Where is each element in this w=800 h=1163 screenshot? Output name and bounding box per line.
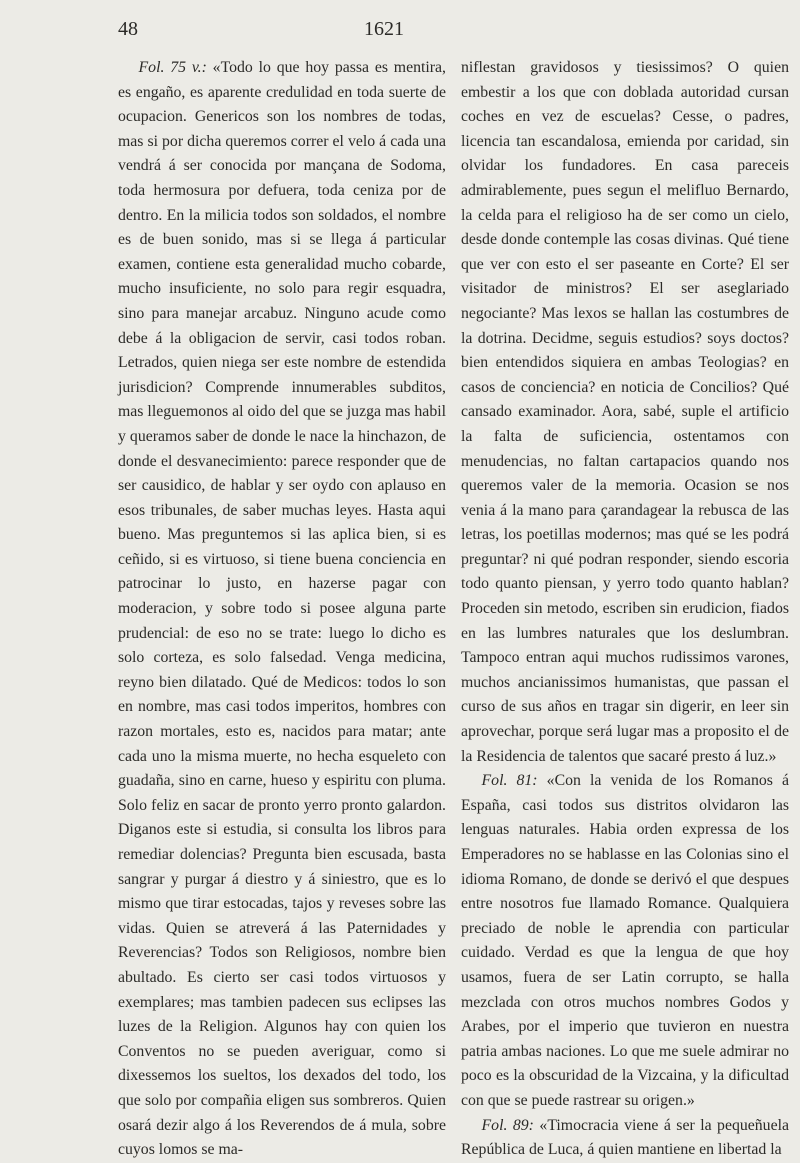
paragraph-text: niflestan gravidosos y tiesissimos? O quien embestir a los que con doblada autoridad cursan coches en vez de escuelas? Cesse, o padres, licencia tan escandalosa, emienda por caridad, sin olvidar los fundadores. En casa pareceis admirablemente, pues segun el melifluo Bernardo, la celda para el religioso ha de ser como un cielo, desde donde contemple las cosas divinas. Qué tiene que ver con esto el ser paseante en Corte? El ser visitador de ministros? El ser aseglariado negociante? Mas lexos se hallan las costumbres de la dotrina. Decidme, seguis estudios? soys doctos? bien entendidos siquiera en ambas Teologias? en casos de conciencia? en noticia de Concilios? Qué cansado examinador. Aora, sabé, suple el artificio la falta de suficiencia, ostentamos con menudencias, no faltan cartapacios quando nos queremos valer de la memoria. Ocasion se nos venia á la mano para çarandagear la rebusca de las letras, los poetillas modernos; mas qué se les podrá preguntar? ni qué podran responder, siendo escoria todo quanto piensan, y yerro todo quanto hablan? Proceden sin metodo, escriben sin erudicion, fiados en las lumbres naturales que los deslumbran. Tampoco entran aqui muchos rudissimos varones, muchos ancianissimos humanistas, que passan el curso de sus años en tragar sin digerir, en leer sin aprovechar, porque será lugar mas a proposito el de la Residencia de talentos que sacaré presto á luz.» (461, 59, 789, 765)
page-year: 1621 (364, 18, 404, 40)
left-column (118, 56, 446, 1163)
folio-reference: Fol. 75 v.: (138, 59, 207, 76)
paragraph (461, 769, 789, 1113)
paragraph-text: «Todo lo que hoy passa es mentira, es engaño, es aparente credulidad en toda suerte de ocupacion. Genericos son los nombres de todas, mas si por dicha queremos correr el velo á cada una vendrá á ser conocida por mançana de Sodoma, toda hermosura por defuera, toda ceniza por de dentro. En la milicia todos son soldados, el nombre es de buen sonido, mas si se llega á particular examen, contiene esta generalidad mucho cobarde, mucho insuficiente, no solo para regir esquadra, sino para manejar arcabuz. Ninguno acude como debe á la obligacion de servir, casi todos roban. Letrados, quien niega ser este nombre de estendida jurisdicion? Comprende innumerables subditos, mas lleguemonos al oido del que se juzga mas habil y queramos saber de donde le nace la hinchazon, de donde el desvanecimiento: parece responder que de ser causidico, de hablar y ser oydo con aplauso en esos tribunales, de saber muchas leyes. Hasta aqui bueno. Mas preguntemos si las aplica bien, si es ceñido, si es virtuoso, si tiene buena conciencia en patrocinar lo justo, en hazerse pagar con moderacion, y sobre todo si posee alguna parte prudencial: de eso no se trate: luego lo dicho es solo corteza, es solo falsedad. Venga medicina, reyno bien dilatado. Qué de Medicos: todos lo son en nombre, mas casi todos imperitos, hombres con razon mortales, esto es, nacidos para matar; ante cada uno la misma muerte, no hecha esqueleto con guadaña, sino en carne, hueso y espiritu con pluma. Solo feliz en sacar de pronto yerro pronto galardon. Diganos este si estudia, si consulta los libros para remediar dolencias? Pregunta bien escusada, basta sangrar y purgar á diestro y á siniestro, que es lo mismo que tirar estocadas, tajos y reveses sobre las vidas. Quien se atreverá á las Paternidades y Reverencias? Todos son Religiosos, nombre bien abultado. Es cierto ser casi todos virtuosos y exemplares; mas tambien padecen sus eclipses las luzes de la Religion. Algunos hay con quien los Conventos no se pueden averiguar, como si dixessemos los sueltos, los dexados del todo, los que solo por compañia eligen sus sombreros. Quien osará dezir algo á los Reverendos de á mula, sobre cuyos lomos se ma- (118, 59, 446, 1159)
paragraph (118, 56, 446, 1163)
folio-reference: Fol. 81: (481, 772, 538, 790)
right-column (461, 56, 789, 1163)
folio-reference: Fol. 89: (481, 1116, 534, 1134)
page-number: 48 (118, 18, 138, 40)
paragraph (461, 56, 789, 769)
paragraph-text: «Timocracia viene á ser la pequeñuela República de Luca, á quien mantiene en libertad la (461, 1116, 789, 1159)
page-header (0, 16, 800, 46)
paragraph-text: «Con la venida de los Romanos á España, casi todos sus distritos olvidaron las lenguas naturales. Habia orden expressa de los Emperadores no se hablasse en las Colonias sino el idioma Romano, de donde se derivó el que despues entre nosotros fue llamado Romance. Qualquiera preciado de noble le aprendia con particular cuidado. Verdad es que la lengua de que hoy usamos, fuera de ser Latin corrupto, se halla mezclada con otros muchos nombres Godos y Arabes, por el imperio que tuvieron en nuestra patria ambas naciones. Lo que me suele admirar no poco es la obscuridad de la Vizcaina, y la dificultad con que se puede rastrear su origen.» (461, 772, 789, 1109)
paragraph (461, 1114, 789, 1163)
